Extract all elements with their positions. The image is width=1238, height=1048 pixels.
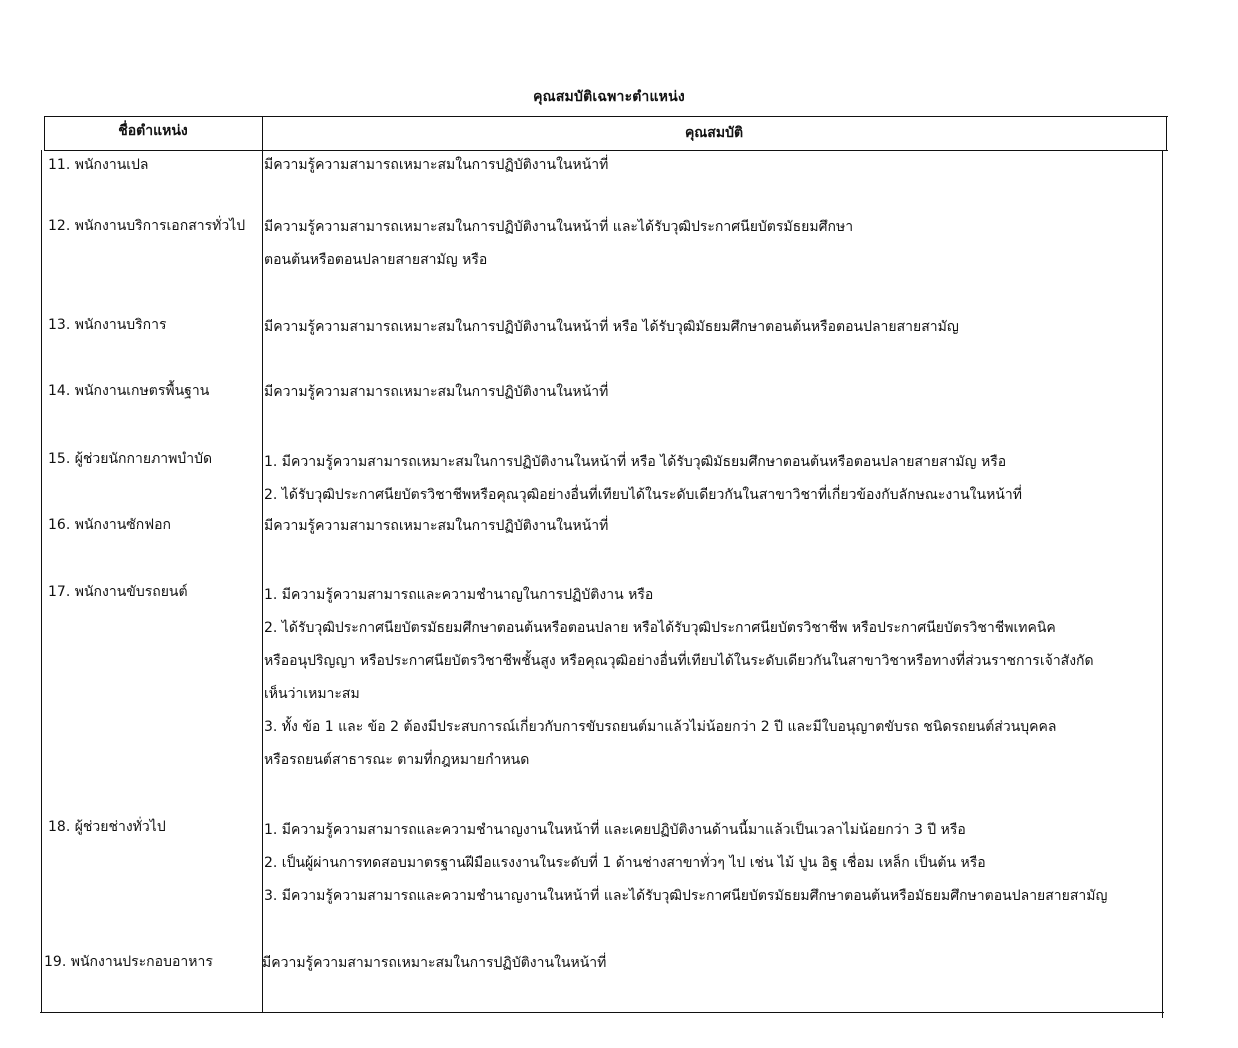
position-name: 11. พนักงานเปล xyxy=(48,157,149,173)
qualification-line: มีความรู้ความสามารถเหมาะสมในการปฏิบัติงานในหน้าที่ และได้รับวุฒิประกาศนียบัตรมัธยมศึกษา xyxy=(264,219,854,235)
position-name: 14. พนักงานเกษตรพื้นฐาน xyxy=(48,383,210,399)
qualification-line: 2. ได้รับวุฒิประกาศนียบัตรวิชาชีพหรือคุณวุฒิอย่างอื่นที่เทียบได้ในระดับเดียวกันในสาขาวิชาที่เกี่ยวข้องกับลักษณะงานในหน้าที่ xyxy=(264,487,1022,503)
qualification-line: มีความรู้ความสามารถเหมาะสมในการปฏิบัติงานในหน้าที่ xyxy=(264,518,609,534)
header-bottom-border xyxy=(44,150,1168,151)
qualification-text xyxy=(264,516,1164,549)
qualification-line: 1. มีความรู้ความสามารถและความชำนาญงานในหน้าที่ และเคยปฏิบัติงานด้านนี้มาแล้วเป็นเวลาไม่น้อยกว่า 3 ปี หรือ xyxy=(264,822,966,838)
qualification-line: มีความรู้ความสามารถเหมาะสมในการปฏิบัติงานในหน้าที่ xyxy=(262,955,607,971)
position-name: 12. พนักงานบริการเอกสารทั่วไป xyxy=(48,218,246,234)
qualification-line: ตอนต้นหรือตอนปลายสายสามัญ หรือ xyxy=(264,252,488,268)
qualification-line: 2. เป็นผู้ผ่านการทดสอบมาตรฐานฝีมือแรงงานในระดับที่ 1 ด้านช่างสาขาทั่วๆ ไป เช่น ไม้ ปูน อิฐ เชื่อม เหล็ก เป็นต้น หรือ xyxy=(264,855,986,871)
table-bottom-border xyxy=(40,1012,1164,1013)
position-name: 13. พนักงานบริการ xyxy=(48,317,167,333)
page-title: คุณสมบัติเฉพาะตำแหน่ง xyxy=(533,89,685,105)
qualification-text xyxy=(264,155,1164,188)
qualification-line: 1. มีความรู้ความสามารถเหมาะสมในการปฏิบัติงานในหน้าที่ หรือ ได้รับวุฒิมัธยมศึกษาตอนต้นหรือตอนปลายสายสามัญ หรือ xyxy=(264,454,1007,470)
position-name: 17. พนักงานขับรถยนต์ xyxy=(48,584,188,600)
position-name: 18. ผู้ช่วยช่างทั่วไป xyxy=(48,819,166,835)
table-right-border xyxy=(1166,116,1167,151)
qualification-line: หรืออนุปริญญา หรือประกาศนียบัตรวิชาชีพชั้นสูง หรือคุณวุฒิอย่างอื่นที่เทียบได้ในระดับเดียวกันในสาขาวิชาหรือทางที่ส่วนราชการเจ้าสังกัด xyxy=(264,653,1094,669)
qualification-line: เห็นว่าเหมาะสม xyxy=(264,686,360,702)
position-name: 19. พนักงานประกอบอาหาร xyxy=(44,954,213,970)
qualification-text xyxy=(264,217,1164,283)
table-left-border-body xyxy=(41,150,42,1012)
qualification-text xyxy=(262,953,1162,986)
qualification-line: มีความรู้ความสามารถเหมาะสมในการปฏิบัติงานในหน้าที่ xyxy=(264,384,609,400)
qualification-line: มีความรู้ความสามารถเหมาะสมในการปฏิบัติงานในหน้าที่ xyxy=(264,157,609,173)
column-divider xyxy=(262,116,263,1012)
qualification-text xyxy=(264,585,1164,783)
header-position: ชื่อตำแหน่ง xyxy=(118,123,188,139)
position-name: 16. พนักงานซักฟอก xyxy=(48,517,172,533)
qualification-text xyxy=(264,317,1164,350)
table-top-border xyxy=(44,116,1168,117)
qualification-text xyxy=(264,820,1164,919)
qualification-line: 1. มีความรู้ความสามารถและความชำนาญในการปฏิบัติงาน หรือ xyxy=(264,587,654,603)
qualification-text xyxy=(264,382,1164,415)
qualification-line: 2. ได้รับวุฒิประกาศนียบัตรมัธยมศึกษาตอนต้นหรือตอนปลาย หรือได้รับวุฒิประกาศนียบัตรวิชาชีพ หรือประกาศนียบัตรวิชาชีพเทคนิค xyxy=(264,620,1056,636)
qualification-line: 3. ทั้ง ข้อ 1 และ ข้อ 2 ต้องมีประสบการณ์เกี่ยวกับการขับรถยนต์มาแล้วไม่น้อยกว่า 2 ปี และมีใบอนุญาตขับรถ ชนิดรถยนต์ส่วนบุคคล xyxy=(264,719,1057,735)
qualification-line: มีความรู้ความสามารถเหมาะสมในการปฏิบัติงานในหน้าที่ หรือ ได้รับวุฒิมัธยมศึกษาตอนต้นหรือตอนปลายสายสามัญ xyxy=(264,319,959,335)
qualification-text xyxy=(264,452,1164,518)
qualification-line: 3. มีความรู้ความสามารถและความชำนาญงานในหน้าที่ และได้รับวุฒิประกาศนียบัตรมัธยมศึกษาตอนต้นหรือมัธยมศึกษาตอนปลายสายสามัญ xyxy=(264,888,1108,904)
qualification-line: หรือรถยนต์สาธารณะ ตามที่กฎหมายกำหนด xyxy=(264,752,530,768)
header-qualification: คุณสมบัติ xyxy=(684,125,744,141)
position-name: 15. ผู้ช่วยนักกายภาพบำบัด xyxy=(48,451,213,467)
